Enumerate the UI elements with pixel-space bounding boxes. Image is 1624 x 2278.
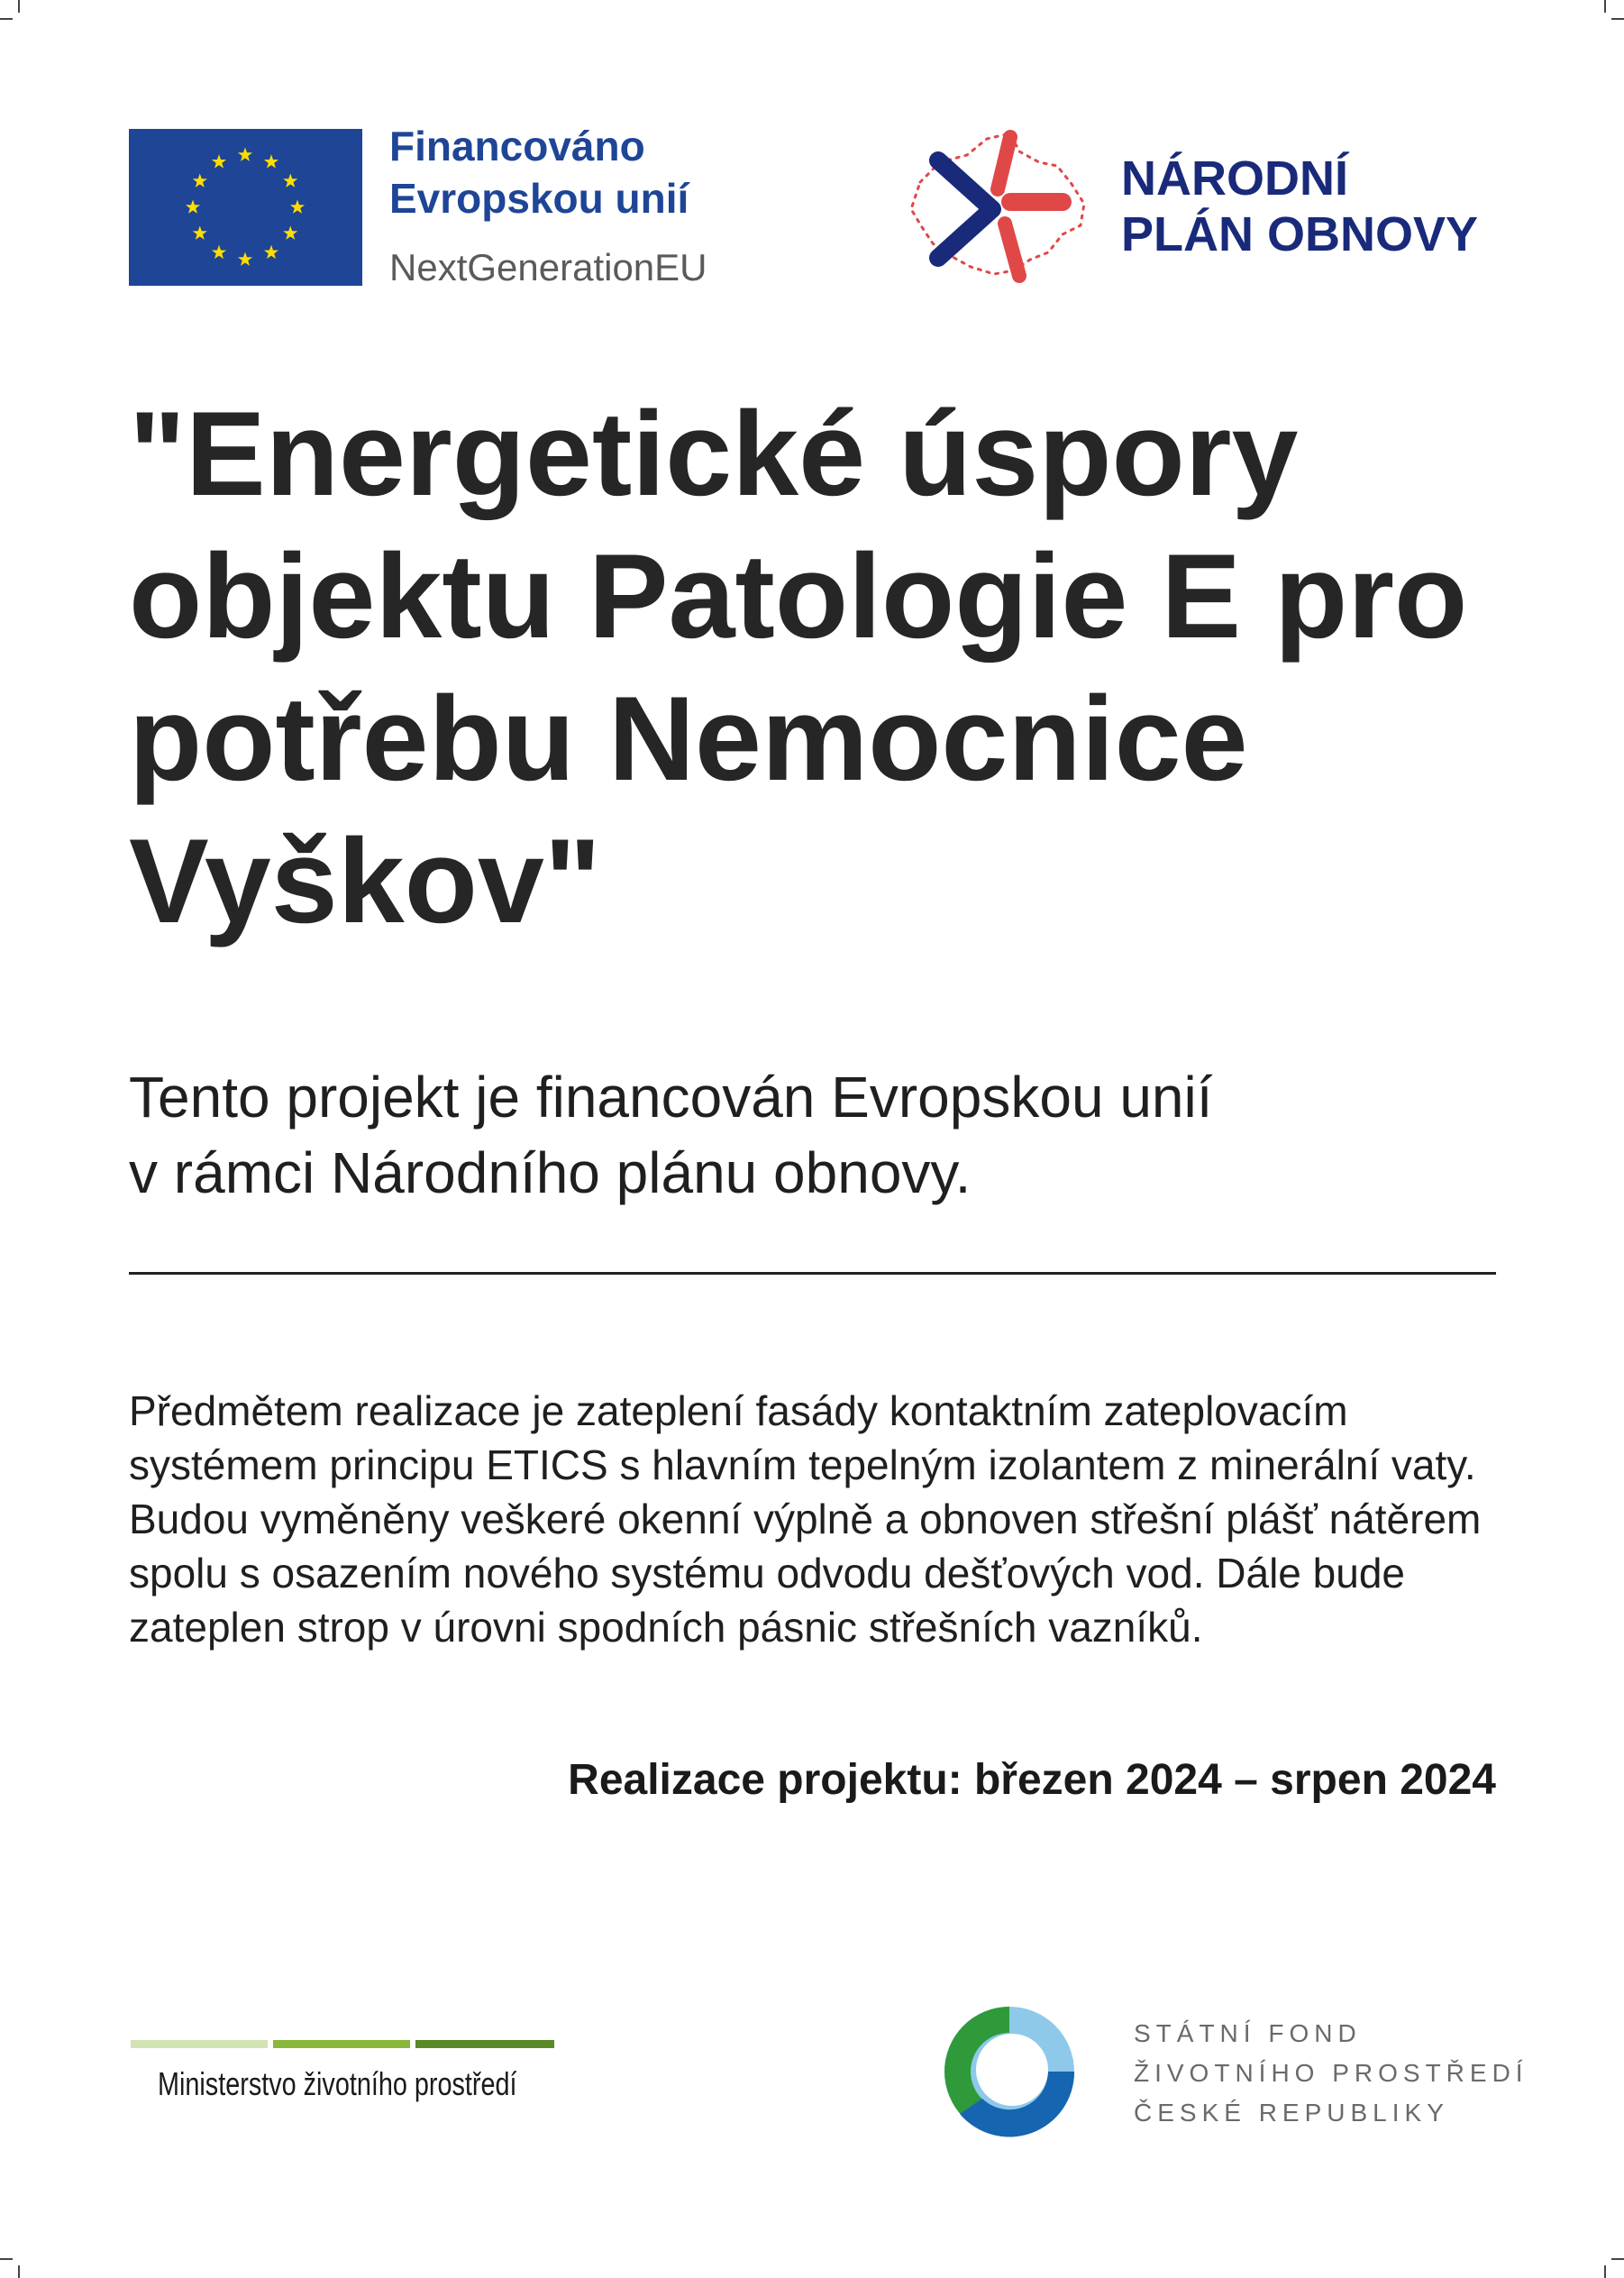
eu-star-icon [212, 245, 226, 259]
crop-mark-bottom-left-h [0, 2258, 13, 2260]
npo-logo-line2: PLÁN OBNOVY [1121, 207, 1479, 261]
realization-dates: Realizace projektu: březen 2024 – srpen 2024 [568, 1756, 1496, 1804]
ministry-bar-light [131, 2040, 268, 2048]
eu-logo-line1: Financováno [389, 123, 645, 169]
eu-star-icon [193, 226, 207, 240]
eu-star-icon [283, 226, 297, 240]
npo-mark-icon [904, 126, 1093, 290]
eu-star-icon [283, 174, 297, 188]
sfzp-logo-line3: ČESKÉ REPUBLIKY [1134, 2099, 1449, 2127]
eu-logo-line2: Evropskou unií [389, 175, 689, 222]
sfzp-logo-line1: STÁTNÍ FOND [1134, 2019, 1362, 2047]
crop-mark-top-left-h [0, 18, 13, 20]
crop-mark-bottom-left-v [18, 2265, 20, 2278]
eu-stars [129, 129, 362, 286]
ministry-bar-dark [415, 2040, 554, 2048]
eu-flag-icon [129, 129, 362, 286]
eu-star-icon [212, 154, 226, 168]
crop-mark-top-right-h [1611, 18, 1624, 20]
eu-star-icon [186, 200, 200, 214]
funding-statement-line1: Tento projekt je financován Evropskou unií [129, 1065, 1213, 1130]
eu-star-icon [193, 174, 207, 188]
project-description: Předmětem realizace je zateplení fasády kontaktním zateplovacím systémem principu ETICS s hlavním tepelným izolantem z minerální vaty. Budou vyměněny veškeré okenní výplně a obnoven střešní plášť nátěrem spolu s osazením nového systému odvodu dešťových vod. Dále bude zateplen strop v úrovni spodních pásnic střešních vazníků. [129, 1387, 1482, 1651]
npo-logo-line1: NÁRODNÍ [1121, 151, 1348, 206]
divider [129, 1272, 1496, 1275]
sfzp-ring-icon [933, 1992, 1086, 2150]
eu-star-icon [290, 200, 305, 214]
crop-mark-bottom-right-h [1611, 2258, 1624, 2260]
ministry-bar-mid [273, 2040, 410, 2048]
project-title: "Energetické úspory objektu Patologie E pro potřebu Nemocnice Vyškov" [129, 388, 1468, 948]
sfzp-logo-line2: ŽIVOTNÍHO PROSTŘEDÍ [1134, 2059, 1528, 2087]
ministry-logo-text: Ministerstvo životního prostředí [158, 2065, 517, 2102]
eu-star-icon [264, 245, 278, 259]
funding-statement-line2: v rámci Národního plánu obnovy. [129, 1140, 972, 1205]
eu-star-icon [264, 154, 278, 168]
crop-mark-top-left-v [18, 0, 20, 13]
eu-star-icon [238, 148, 252, 161]
crop-mark-bottom-right-v [1604, 2265, 1606, 2278]
eu-logo-line3: NextGenerationEU [389, 246, 707, 288]
crop-mark-top-right-v [1604, 0, 1606, 13]
eu-star-icon [238, 252, 252, 266]
funding-statement [129, 1059, 1535, 1211]
